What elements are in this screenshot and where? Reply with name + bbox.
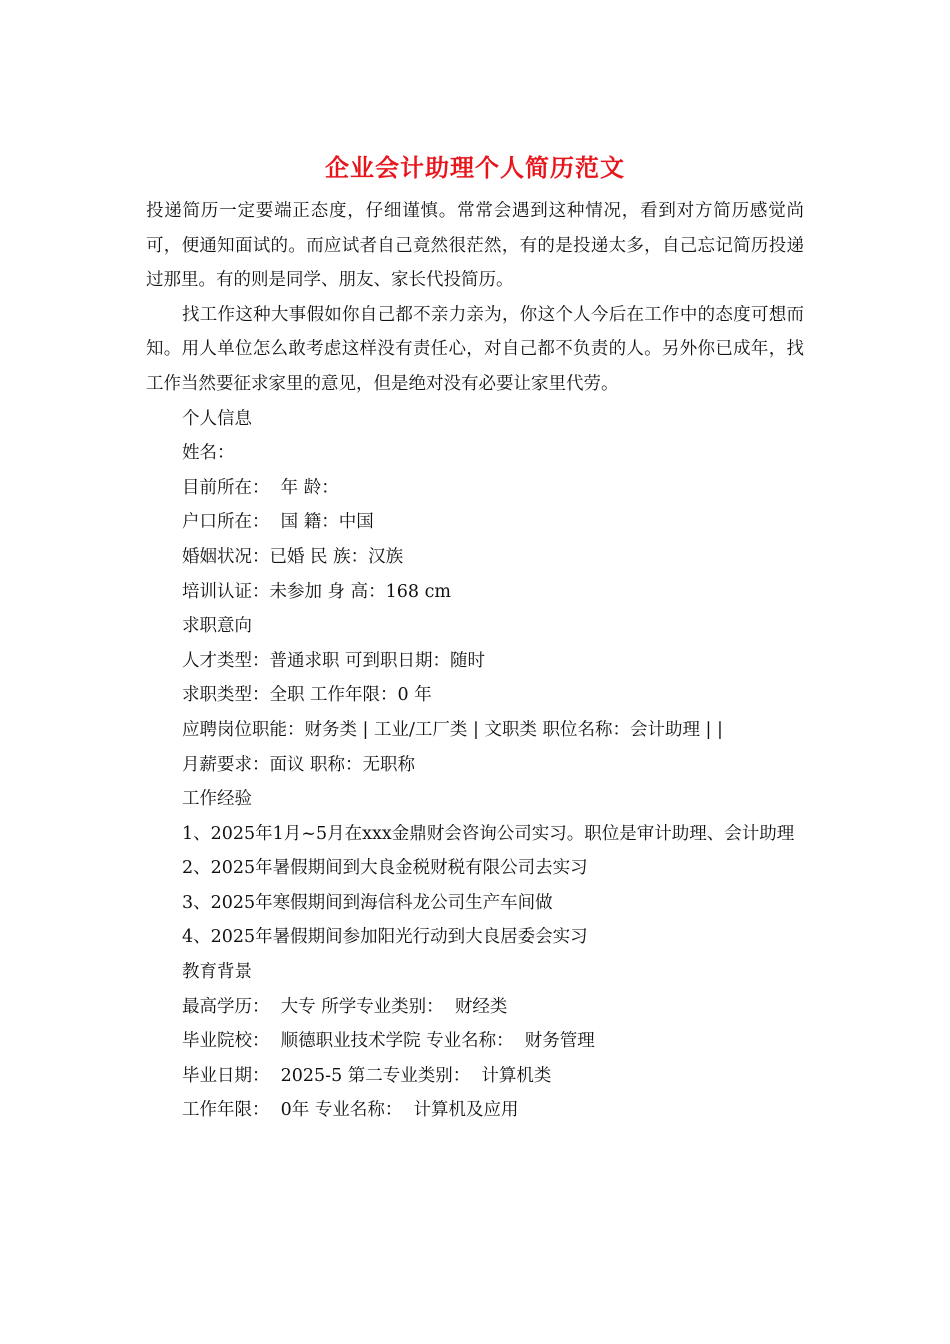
field-hukou-nationality: 户口所在： 国 籍：中国	[182, 512, 374, 533]
field-salary-title: 月薪要求：面议 职称：无职称	[182, 754, 416, 775]
experience-item-3: 3、2025年寒假期间到海信科龙公司生产车间做	[182, 892, 553, 913]
field-graduation-second-major: 毕业日期： 2025-5 第二专业类别： 计算机类	[182, 1065, 552, 1086]
field-position-functions: 应聘岗位职能：财务类 | 工业/工厂类 | 文职类 职位名称：会计助理 | |	[182, 719, 723, 740]
document-body	[146, 194, 804, 1128]
section-heading-education: 教育背景	[182, 962, 252, 983]
field-current-location-age: 目前所在： 年 龄：	[182, 477, 339, 498]
section-heading-work-experience: 工作经验	[182, 789, 252, 810]
intro-paragraph-1: 投递简历一定要端正态度，仔细谨慎。常常会遇到这种情况，看到对方简历感觉尚可，便通知面试的。而应试者自己竟然很茫然，有的是投递太多，自己忘记简历投递过那里。有的则是同学、朋友、家长代投简历。	[146, 201, 804, 291]
field-highest-degree-category: 最高学历： 大专 所学专业类别： 财经类	[182, 996, 508, 1017]
document-title: 企业会计助理个人简历范文	[325, 153, 625, 182]
field-job-type-years: 求职类型：全职 工作年限：0 年	[182, 685, 432, 706]
experience-item-1: 1、2025年1月~5月在xxx金鼎财会咨询公司实习。职位是审计助理、会计助理	[182, 823, 795, 844]
field-school-major: 毕业院校： 顺德职业技术学院 专业名称： 财务管理	[182, 1031, 595, 1052]
section-heading-job-intention: 求职意向	[182, 616, 252, 637]
field-talent-type-availability: 人才类型：普通求职 可到职日期：随时	[182, 650, 486, 671]
field-work-years-major: 工作年限： 0年 专业名称： 计算机及应用	[182, 1100, 519, 1121]
field-marital-ethnicity: 婚姻状况：已婚 民 族：汉族	[182, 546, 404, 567]
field-name: 姓名：	[182, 443, 235, 464]
intro-paragraph-2: 找工作这种大事假如你自己都不亲力亲为，你这个人今后在工作中的态度可想而知。用人单位怎么敢考虑这样没有责任心，对自己都不负责的人。另外你已成年，找工作当然要征求家里的意见，但是绝对没有必要让家里代劳。	[146, 304, 804, 394]
experience-item-2: 2、2025年暑假期间到大良金税财税有限公司去实习	[182, 858, 588, 879]
experience-item-4: 4、2025年暑假期间参加阳光行动到大良居委会实习	[182, 927, 588, 948]
section-heading-personal-info: 个人信息	[182, 408, 252, 429]
field-training-height: 培训认证：未参加 身 高：168 cm	[182, 581, 451, 602]
